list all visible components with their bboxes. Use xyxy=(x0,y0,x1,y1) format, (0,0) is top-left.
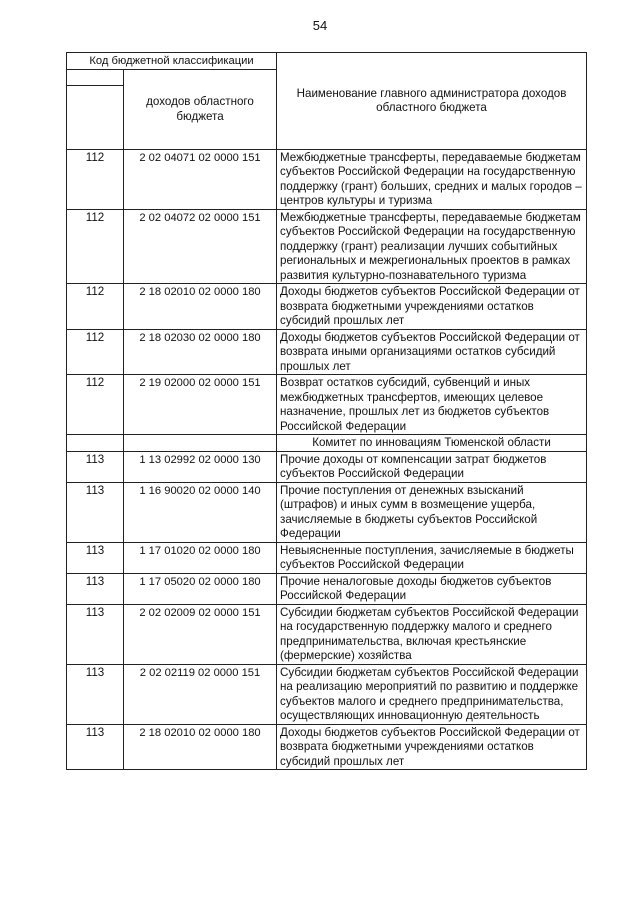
table-row xyxy=(67,209,587,284)
revenue-name-cell: Возврат остатков субсидий, субвенций и иных межбюджетных трансфертов, имеющих целевое назначение, прошлых лет из бюджетов субъектов Российской Федерации xyxy=(277,375,587,435)
table-row xyxy=(67,724,587,770)
revenue-name-cell: Прочие доходы от компенсации затрат бюджетов субъектов Российской Федерации xyxy=(277,451,587,482)
admin-name-header: Наименование главного администратора доходов областного бюджета xyxy=(277,53,587,150)
income-code-cell: 1 16 90020 02 0000 140 xyxy=(124,482,277,542)
page-number: 54 xyxy=(312,18,328,33)
revenue-name-cell: Субсидии бюджетам субъектов Российской Федерации на реализацию мероприятий по развитию и поддержке субъектов малого и среднего предпринимательства, осуществляющих инновационную деятельность xyxy=(277,664,587,724)
income-code-cell: 2 02 02119 02 0000 151 xyxy=(124,664,277,724)
table-row xyxy=(67,284,587,330)
admin-code-header xyxy=(67,69,124,85)
income-code-cell: 1 17 05020 02 0000 180 xyxy=(124,573,277,604)
admin-code-cell: 112 xyxy=(67,209,124,284)
income-code-cell: 2 19 02000 02 0000 151 xyxy=(124,375,277,435)
admin-code-cell: 113 xyxy=(67,724,124,770)
admin-code-cell: 112 xyxy=(67,329,124,375)
income-code-cell: 2 02 04072 02 0000 151 xyxy=(124,209,277,284)
table-body xyxy=(67,149,587,770)
revenue-name-cell: Доходы бюджетов субъектов Российской Федерации от возврата иными организациями остатков субсидий прошлых лет xyxy=(277,329,587,375)
admin-code-cell xyxy=(67,435,124,452)
table-row xyxy=(67,542,587,573)
income-code-cell: 2 18 02030 02 0000 180 xyxy=(124,329,277,375)
table-row xyxy=(67,375,587,435)
admin-code-cell: 113 xyxy=(67,482,124,542)
income-code-cell: 2 18 02010 02 0000 180 xyxy=(124,724,277,770)
admin-code-cell: 113 xyxy=(67,542,124,573)
section-title-cell: Комитет по инновациям Тюменской области xyxy=(277,435,587,452)
budget-classification-table xyxy=(66,52,587,770)
admin-code-cell: 113 xyxy=(67,573,124,604)
income-code-header: доходов областного бюджета xyxy=(124,69,277,149)
admin-code-cell: 113 xyxy=(67,451,124,482)
admin-code-cell: 113 xyxy=(67,664,124,724)
admin-code-header-lower xyxy=(67,85,124,149)
revenue-name-cell: Невыясненные поступления, зачисляемые в бюджеты субъектов Российской Федерации xyxy=(277,542,587,573)
revenue-name-cell: Доходы бюджетов субъектов Российской Федерации от возврата бюджетными учреждениями остатков субсидий прошлых лет xyxy=(277,284,587,330)
income-code-cell xyxy=(124,435,277,452)
table-row xyxy=(67,604,587,664)
table-row xyxy=(67,451,587,482)
income-code-cell: 2 18 02010 02 0000 180 xyxy=(124,284,277,330)
header-row-group xyxy=(67,53,587,70)
income-code-cell: 1 17 01020 02 0000 180 xyxy=(124,542,277,573)
admin-code-cell: 112 xyxy=(67,284,124,330)
table-header xyxy=(67,53,587,150)
admin-code-cell: 113 xyxy=(67,604,124,664)
table-row xyxy=(67,664,587,724)
table-row xyxy=(67,149,587,209)
income-code-cell: 2 02 04071 02 0000 151 xyxy=(124,149,277,209)
table-row xyxy=(67,329,587,375)
admin-code-cell: 112 xyxy=(67,375,124,435)
revenue-name-cell: Прочие неналоговые доходы бюджетов субъектов Российской Федерации xyxy=(277,573,587,604)
section-row xyxy=(67,435,587,452)
revenue-name-cell: Субсидии бюджетам субъектов Российской Федерации на государственную поддержку малого и среднего предпринимательства, включая крестьянские (фермерские) хозяйства xyxy=(277,604,587,664)
classification-group-header: Код бюджетной классификации xyxy=(67,53,277,70)
table-row xyxy=(67,482,587,542)
revenue-name-cell: Доходы бюджетов субъектов Российской Федерации от возврата бюджетными учреждениями остатков субсидий прошлых лет xyxy=(277,724,587,770)
revenue-name-cell: Межбюджетные трансферты, передаваемые бюджетам субъектов Российской Федерации на государственную поддержку (грант) реализации лучших событийных региональных и межрегиональных проектов в рамках развития культурно-познавательного туризма xyxy=(277,209,587,284)
admin-code-cell: 112 xyxy=(67,149,124,209)
revenue-name-cell: Прочие поступления от денежных взысканий (штрафов) и иных сумм в возмещение ущерба, зачисляемые в бюджеты субъектов Российской Федерации xyxy=(277,482,587,542)
income-code-cell: 1 13 02992 02 0000 130 xyxy=(124,451,277,482)
table-row xyxy=(67,573,587,604)
income-code-cell: 2 02 02009 02 0000 151 xyxy=(124,604,277,664)
revenue-name-cell: Межбюджетные трансферты, передаваемые бюджетам субъектов Российской Федерации на государственную поддержку (грант) больших, средних и малых городов – центров культуры и туризма xyxy=(277,149,587,209)
